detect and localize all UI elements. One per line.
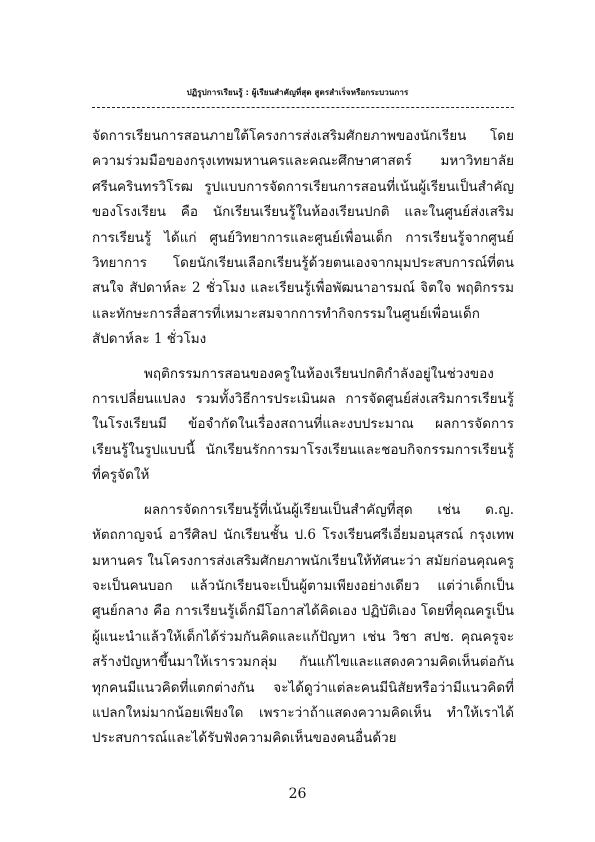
text-line: ประสบการณ์และได้รับฟังความคิดเห็นของคนอื่นด้วย <box>92 730 397 747</box>
text-line: วิทยาการ โดยนักเรียนเลือกเรียนรู้ด้วยตนเองจากมุมประสบการณ์ที่ตน <box>92 255 514 272</box>
body-text <box>92 124 514 761</box>
text-line: มหานคร ในโครงการส่งเสริมศักยภาพนักเรียนให้ทัศนะว่า สมัยก่อนคุณครู <box>92 552 514 569</box>
text-line: แปลกใหม่มากน้อยเพียงใด เพราะว่าถ้าแสดงความคิดเห็น ทำให้เราได้ <box>92 704 514 721</box>
text-line: ผลการจัดการเรียนรู้ที่เน้นผู้เรียนเป็นสำคัญที่สุด เช่น ด.ญ. <box>144 501 514 518</box>
text-line: ความร่วมมือของกรุงเทพมหานครและคณะศึกษาศาสตร์ มหาวิทยาลัย <box>92 153 514 170</box>
paragraph-3 <box>92 498 514 752</box>
running-header: ปฏิรูปการเรียนรู้ : ผู้เรียนสำคัญที่สุด สูตรสำเร็จหรือกระบวนการ <box>186 88 409 97</box>
page-number: 26 <box>288 786 307 802</box>
header-dashed-rule <box>92 107 514 108</box>
text-line: สัปดาห์ละ 1 ชั่วโมง <box>92 331 207 348</box>
text-line: และทักษะการสื่อสารที่เหมาะสมจากการทำกิจกรรมในศูนย์เพื่อนเด็ก <box>92 305 480 322</box>
text-line: สนใจ สัปดาห์ละ 2 ชั่วโมง และเรียนรู้เพื่อพัฒนาอารมณ์ จิตใจ พฤติกรรม <box>92 280 514 297</box>
text-line: ศูนย์กลาง คือ การเรียนรู้เด็กมีโอกาสได้คิดเอง ปฏิบัติเอง โดยที่คุณครูเป็น <box>92 603 514 620</box>
text-line: เรียนรู้ในรูปแบบนี้ นักเรียนรักการมาโรงเรียนและชอบกิจกรรมการเรียนรู้ <box>92 441 514 458</box>
text-line: ที่ครูจัดให้ <box>92 467 150 484</box>
text-line: การเรียนรู้ ได้แก่ ศูนย์วิทยาการและศูนย์เพื่อนเด็ก การเรียนรู้จากศูนย์ <box>92 229 514 246</box>
text-line: สร้างปัญหาขึ้นมาให้เรารวมกลุ่ม กันแก้ไขและแสดงความคิดเห็นต่อกัน <box>92 654 514 671</box>
text-line: พฤติกรรมการสอนของครูในห้องเรียนปกติกำลังอยู่ในช่วงของ <box>144 365 494 382</box>
text-line: ในโรงเรียนมี ข้อจำกัดในเรื่องสถานที่และงบประมาณ ผลการจัดการ <box>92 416 514 433</box>
text-line: จัดการเรียนการสอนภายใต้โครงการส่งเสริมศักยภาพของนักเรียน โดย <box>92 128 514 144</box>
text-line: การเปลี่ยนแปลง รวมทั้งวิธีการประเมินผล การจัดศูนย์ส่งเสริมการเรียนรู้ <box>92 391 514 408</box>
text-line: ศรีนครินทรวิโรฒ รูปแบบการจัดการเรียนการสอนที่เน้นผู้เรียนเป็นสำคัญ <box>92 178 514 195</box>
paragraph-1 <box>92 124 514 353</box>
text-line: จะเป็นคนบอก แล้วนักเรียนจะเป็นผู้ตามเพียงอย่างเดียว แต่ว่าเด็กเป็น <box>92 577 514 594</box>
text-line: หัตถกาญจน์ อารีศิลป นักเรียนชั้น ป.6 โรงเรียนศรีเอี่ยมอนุสรณ์ กรุงเทพ <box>92 527 514 544</box>
text-line: ของโรงเรียน คือ นักเรียนเรียนรู้ในห้องเรียนปกติ และในศูนย์ส่งเสริม <box>92 204 514 221</box>
text-line: ผู้แนะนำแล้วให้เด็กได้ร่วมกันคิดและแก้ปัญหา เช่น วิชา สปช. คุณครูจะ <box>92 628 514 645</box>
paragraph-2 <box>92 362 514 489</box>
text-line: ทุกคนมีแนวคิดที่แตกต่างกัน จะได้ดูว่าแต่ละคนมีนิสัยหรือว่ามีแนวคิดที่ <box>92 679 514 696</box>
